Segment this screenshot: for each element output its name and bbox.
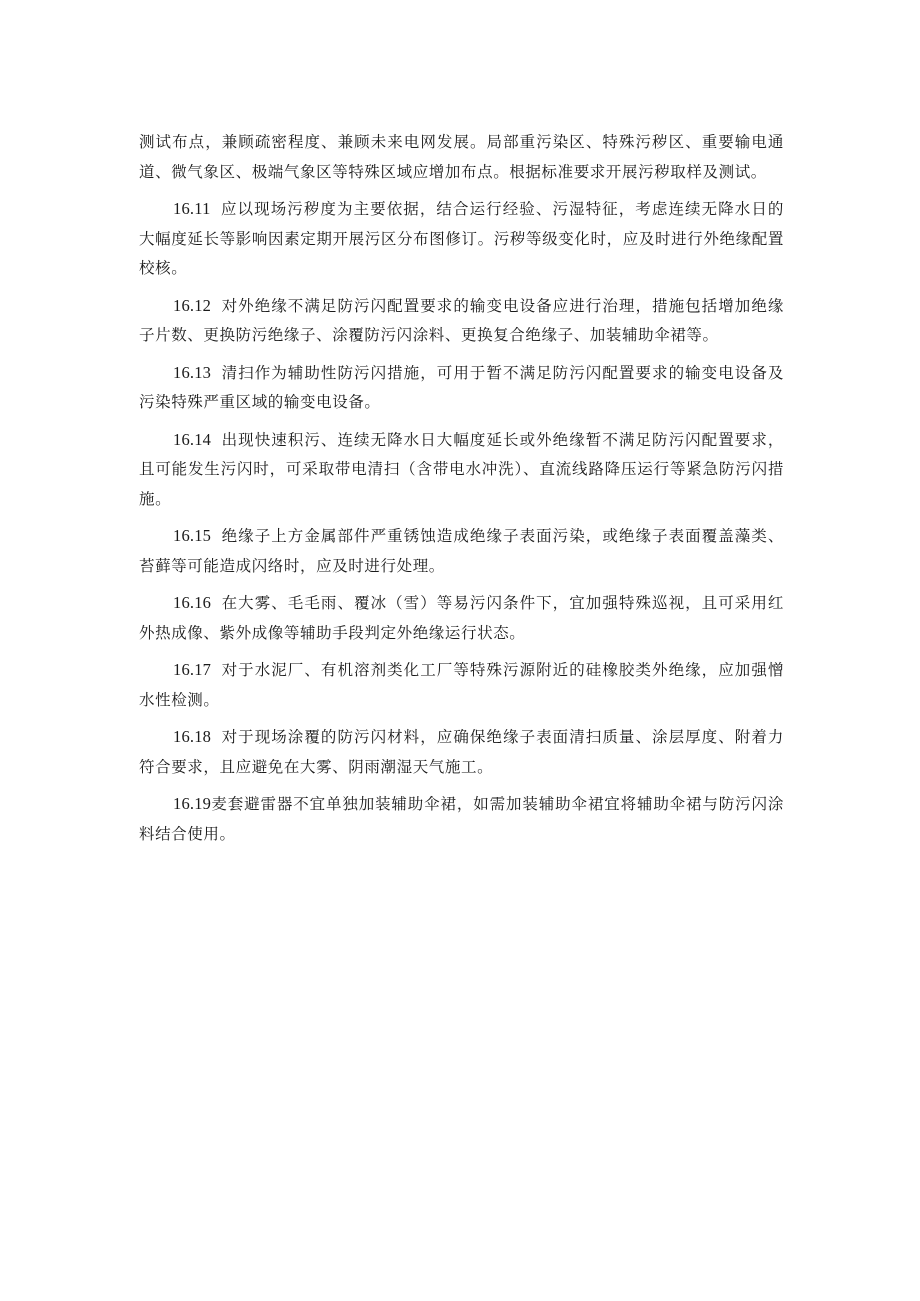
- clause-16-19: [139, 789, 784, 849]
- clause-number: 16.19: [173, 794, 212, 813]
- clause-16-13: [139, 358, 784, 418]
- clause-text: 绝缘子上方金属部件严重锈蚀造成绝缘子表面污染，或绝缘子表面覆盖藻类、苔藓等可能造成闪络时，应及时进行处理。: [139, 527, 784, 575]
- clause-number: 16.16: [173, 593, 212, 612]
- clause-16-14: [139, 425, 784, 515]
- clause-text: 对于水泥厂、有机溶剂类化工厂等特殊污源附近的硅橡胶类外绝缘，应加强憎水性检测。: [139, 661, 784, 709]
- clause-number: 16.12: [173, 295, 212, 315]
- clause-16-16: [139, 588, 784, 648]
- clause-number: 16.17: [173, 660, 212, 679]
- clause-number: 16.15: [173, 526, 212, 545]
- paragraph-text: 测试布点，兼顾疏密程度、兼顾未来电网发展。局部重污染区、特殊污秽区、重要输电通道、微气象区、极端气象区等特殊区域应增加布点。根据标准要求开展污秽取样及测试。: [139, 133, 784, 181]
- clause-number: 16.13: [173, 362, 212, 382]
- clause-text: 在大雾、毛毛雨、覆冰（雪）等易污闪条件下，宜加强特殊巡视，且可采用红外热成像、紫外成像等辅助手段判定外绝缘运行状态。: [139, 594, 784, 642]
- clause-16-11: [139, 194, 784, 284]
- clause-16-18: [139, 722, 784, 782]
- clause-number: 16.14: [173, 429, 212, 449]
- clause-text: 对于现场涂覆的防污闪材料，应确保绝缘子表面清扫质量、涂层厚度、附着力符合要求，且应避免在大雾、阴雨潮湿天气施工。: [139, 728, 784, 776]
- clause-16-15: [139, 521, 784, 581]
- document-body: [139, 128, 784, 856]
- clause-text: 出现快速积污、连续无降水日大幅度延长或外绝缘暂不满足防污闪配置要求，且可能发生污闪时，可采取带电清扫（含带电水冲洗）、直流线路降压运行等紧急防污闪措施。: [139, 430, 784, 508]
- clause-text: 清扫作为辅助性防污闪措施，可用于暂不满足防污闪配置要求的输变电设备及污染特殊严重区域的输变电设备。: [139, 363, 784, 411]
- clause-number: 16.18: [173, 727, 212, 746]
- clause-text: 应以现场污秽度为主要依据，结合运行经验、污湿特征，考虑连续无降水日的大幅度延长等影响因素定期开展污区分布图修订。污秽等级变化时，应及时进行外绝缘配置校核。: [139, 200, 784, 277]
- clause-number: 16.11: [173, 199, 211, 218]
- paragraph-continuation: [139, 128, 784, 187]
- clause-16-12: [139, 291, 784, 351]
- clause-16-17: [139, 655, 784, 715]
- clause-text: 麦套避雷器不宜单独加装辅助伞裙，如需加装辅助伞裙宜将辅助伞裙与防污闪涂料结合使用。: [139, 795, 784, 843]
- clause-text: 对外绝缘不满足防污闪配置要求的输变电设备应进行治理，措施包括增加绝缘子片数、更换防污绝缘子、涂覆防污闪涂料、更换复合绝缘子、加装辅助伞裙等。: [139, 296, 784, 344]
